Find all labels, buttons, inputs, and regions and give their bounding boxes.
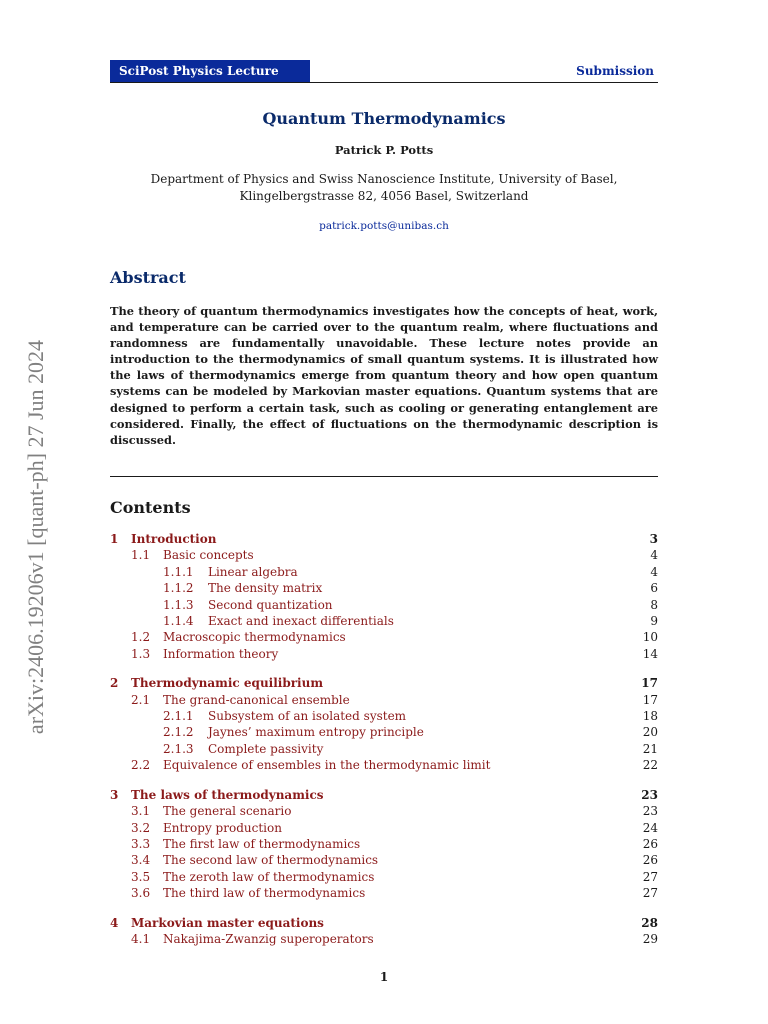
toc-section-entry[interactable] bbox=[110, 692, 658, 708]
toc-entry-number: 2.1.1 bbox=[163, 709, 194, 724]
toc-entry-page: 4 bbox=[650, 548, 658, 563]
toc-section-entry[interactable] bbox=[110, 836, 658, 852]
submission-label: Submission bbox=[576, 64, 654, 78]
toc-entry-number: 1.3 bbox=[131, 646, 151, 661]
toc-section-entry[interactable] bbox=[110, 708, 658, 724]
toc-entry-title: Markovian master equations bbox=[131, 915, 324, 930]
toc-entry-page: 27 bbox=[642, 886, 658, 901]
toc-entry-title: The zeroth law of thermodynamics bbox=[163, 869, 375, 884]
toc-entry-page: 24 bbox=[642, 820, 658, 835]
toc-chapter-entry[interactable] bbox=[110, 915, 658, 931]
toc-section-entry[interactable] bbox=[110, 820, 658, 836]
toc-entry-title: Macroscopic thermodynamics bbox=[163, 630, 346, 645]
toc-entry-page: 9 bbox=[650, 613, 658, 628]
toc-entry-title: The grand-canonical ensemble bbox=[163, 692, 350, 707]
toc-section-entry[interactable] bbox=[110, 629, 658, 645]
toc-entry-title: Nakajima-Zwanzig superoperators bbox=[163, 932, 374, 947]
toc-section-entry[interactable] bbox=[110, 757, 658, 773]
toc-entry-page: 17 bbox=[641, 676, 658, 691]
affiliation-line-2: Klingelbergstrasse 82, 4056 Basel, Switzerland bbox=[239, 189, 529, 203]
toc-section-entry[interactable] bbox=[110, 931, 658, 947]
affiliation bbox=[110, 171, 658, 205]
toc-entry-number: 4.1 bbox=[131, 932, 151, 947]
toc-section-entry[interactable] bbox=[110, 564, 658, 580]
toc-section-entry[interactable] bbox=[110, 803, 658, 819]
toc-entry-title: Introduction bbox=[131, 532, 217, 546]
toc-entry-page: 23 bbox=[642, 804, 658, 819]
toc-entry-title: Jaynes’ maximum entropy principle bbox=[208, 725, 424, 740]
toc-entry-title: Thermodynamic equilibrium bbox=[131, 676, 324, 691]
toc-entry-number: 2 bbox=[110, 676, 119, 691]
toc-entry-number: 3.5 bbox=[131, 869, 151, 884]
page-number: 1 bbox=[379, 970, 389, 984]
toc-section-entry[interactable] bbox=[110, 580, 658, 596]
toc-section-entry[interactable] bbox=[110, 646, 658, 662]
paper-title: Quantum Thermodynamics bbox=[262, 109, 506, 128]
toc-entry-title: Basic concepts bbox=[163, 548, 254, 563]
toc-entry-title: The third law of thermodynamics bbox=[163, 886, 366, 901]
toc-section-entry[interactable] bbox=[110, 724, 658, 740]
toc-entry-title: Information theory bbox=[163, 646, 279, 661]
author-name: Patrick P. Potts bbox=[334, 143, 434, 157]
toc-entry-title: The general scenario bbox=[163, 804, 292, 819]
toc-entry-title: Equivalence of ensembles in the thermodynamic limit bbox=[163, 758, 491, 773]
toc-entry-number: 1.1 bbox=[131, 548, 151, 563]
toc-entry-page: 29 bbox=[642, 932, 658, 947]
journal-badge: SciPost Physics Lecture Notes bbox=[110, 60, 310, 82]
contents-rule bbox=[110, 476, 658, 477]
toc-entry-number: 3.2 bbox=[131, 820, 151, 835]
toc-entry-number: 1.2 bbox=[131, 630, 151, 645]
toc-entry-page: 26 bbox=[642, 837, 658, 852]
toc-entry-page: 26 bbox=[642, 853, 658, 868]
toc-entry-number: 3.3 bbox=[131, 837, 151, 852]
toc-entry-title: Linear algebra bbox=[208, 564, 298, 579]
toc-chapter-entry[interactable] bbox=[110, 531, 658, 547]
toc-entry-number: 2.1.3 bbox=[163, 741, 194, 756]
abstract-text: The theory of quantum thermodynamics investigates how the concepts of heat, work, and temperature can be carried over to the quantum realm, where fluctuations and randomness are fundamentally unavoidable. These lecture notes provide an introduction to the thermodynamics of small quantum systems. It is illustrated how the laws of thermodynamics emerge from quantum theory and how open quantum systems can be modeled by Markovian master equations. Quantum systems that are designed to perform a certain task, such as cooling or generating entanglement are considered. Finally, the effect of fluctuations on the thermodynamic description is discussed. bbox=[110, 304, 658, 447]
toc-section-entry[interactable] bbox=[110, 547, 658, 563]
toc-entry-number: 3.1 bbox=[131, 804, 151, 819]
email-link[interactable]: patrick.potts@unibas.ch bbox=[319, 220, 449, 232]
toc-section-entry[interactable] bbox=[110, 885, 658, 901]
toc-section-entry[interactable] bbox=[110, 741, 658, 757]
toc-entry-number: 3.6 bbox=[131, 886, 151, 901]
toc-entry-number: 1.1.2 bbox=[163, 581, 194, 596]
abstract-heading: Abstract bbox=[110, 268, 186, 287]
toc-entry-number: 2.1 bbox=[131, 692, 151, 707]
toc-entry-number: 1.1.1 bbox=[163, 564, 194, 579]
toc-section-entry[interactable] bbox=[110, 597, 658, 613]
toc-chapter-entry[interactable] bbox=[110, 675, 658, 691]
toc-entry-number: 4 bbox=[110, 915, 119, 930]
toc-chapter-entry[interactable] bbox=[110, 787, 658, 803]
toc-entry-number: 3 bbox=[110, 787, 119, 802]
header-rule bbox=[110, 82, 658, 83]
toc-entry-title: The laws of thermodynamics bbox=[131, 787, 324, 802]
toc-entry-title: Exact and inexact differentials bbox=[208, 613, 394, 628]
toc-entry-page: 10 bbox=[642, 630, 658, 645]
toc-section-entry[interactable] bbox=[110, 852, 658, 868]
toc-entry-page: 4 bbox=[650, 564, 658, 579]
toc-entry-number: 1.1.3 bbox=[163, 597, 194, 612]
toc-entry-title: The density matrix bbox=[208, 581, 323, 596]
affiliation-line-1: Department of Physics and Swiss Nanoscience Institute, University of Basel, bbox=[150, 172, 618, 186]
toc-entry-title: Entropy production bbox=[163, 820, 282, 835]
toc-entry-title: Complete passivity bbox=[208, 741, 324, 756]
toc-entry-title: The second law of thermodynamics bbox=[163, 853, 379, 868]
arxiv-stamp: arXiv:2406.19206v1 [quant-ph] 27 Jun 2024 bbox=[23, 339, 48, 735]
contents-heading: Contents bbox=[110, 498, 191, 517]
toc-entry-page: 22 bbox=[642, 758, 658, 773]
toc-entry-page: 3 bbox=[649, 532, 658, 546]
toc-section-entry[interactable] bbox=[110, 613, 658, 629]
toc-entry-page: 28 bbox=[641, 915, 658, 930]
toc-entry-page: 6 bbox=[650, 581, 658, 596]
toc-entry-number: 2.2 bbox=[131, 758, 151, 773]
toc-entry-page: 21 bbox=[642, 741, 658, 756]
toc-entry-number: 3.4 bbox=[131, 853, 151, 868]
table-of-contents bbox=[110, 531, 658, 948]
toc-entry-page: 14 bbox=[642, 646, 658, 661]
toc-entry-page: 17 bbox=[642, 692, 658, 707]
toc-entry-page: 27 bbox=[642, 869, 658, 884]
toc-entry-title: The first law of thermodynamics bbox=[163, 837, 361, 852]
toc-section-entry[interactable] bbox=[110, 869, 658, 885]
toc-entry-title: Subsystem of an isolated system bbox=[208, 709, 407, 724]
toc-entry-number: 1 bbox=[110, 532, 119, 546]
toc-entry-page: 18 bbox=[642, 709, 658, 724]
toc-entry-page: 8 bbox=[650, 597, 658, 612]
toc-entry-title: Second quantization bbox=[208, 597, 333, 612]
toc-entry-page: 23 bbox=[641, 787, 658, 802]
toc-entry-number: 1.1.4 bbox=[163, 613, 194, 628]
toc-entry-page: 20 bbox=[642, 725, 658, 740]
toc-entry-number: 2.1.2 bbox=[163, 725, 194, 740]
